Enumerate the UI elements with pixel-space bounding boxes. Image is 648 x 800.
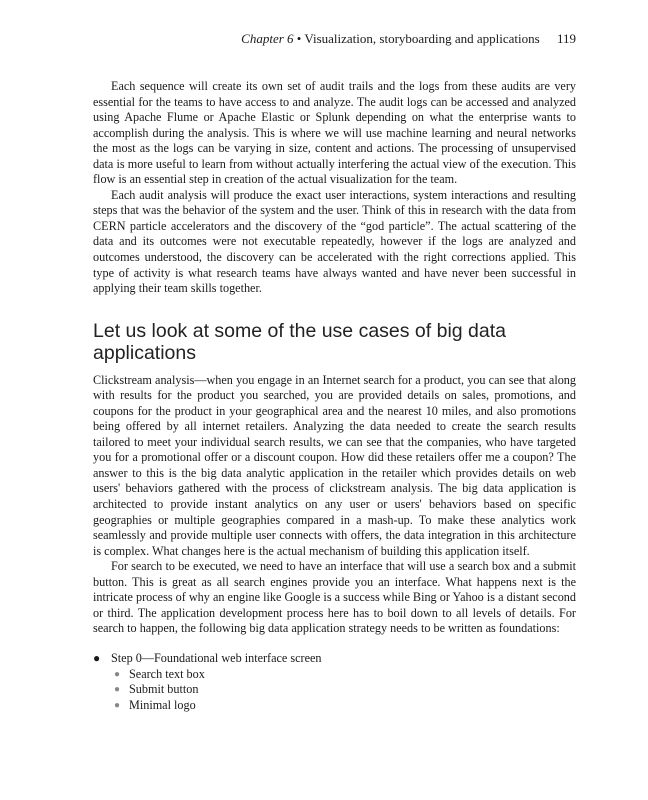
sub-item-label: Minimal logo — [129, 697, 196, 712]
sub-bullet-icon: ● — [114, 699, 121, 711]
sub-bullet-icon: ● — [114, 684, 121, 696]
bullet-icon: ● — [93, 650, 101, 665]
paragraph: Each audit analysis will produce the exact user interactions, system interactions and resulting steps that was the behavior of the system and the user. Think of this in research with the data from CERN particle accelerators and the discovery of the “god particle”. The actual scattering of the data and its outcomes were not executable repeatedly, however if the logs are analyzed and outcomes understood, the discovery can be accelerated with the right corrections applied. This type of activity is what research teams have always wanted and have never been successful in applying their team skills together. — [93, 187, 576, 296]
bullet-label: Step 0—Foundational web interface screen — [111, 650, 322, 665]
sub-item-label: Search text box — [129, 666, 205, 681]
sub-item — [111, 682, 576, 698]
section-heading: Let us look at some of the use cases of big data applications — [93, 319, 507, 364]
chapter-title: Visualization, storyboarding and applications — [304, 31, 540, 46]
sub-item — [111, 667, 576, 683]
sub-list — [111, 667, 576, 714]
body-text — [93, 79, 576, 713]
paragraph: Clickstream analysis—when you engage in an Internet search for a product, you can see that along with results for the product you searched, you are provided details on sales, promotions, and coupons for the product in your geographical area and the nearest 10 miles, and also promotions being offered by all internet retailers. Analyzing the data needed to create the search results tailored to meet your individual search results, we can see that the companies, who have targeted you for a promotional offer or a discount coupon. How did these retailers offer me a coupon? The answer to this is the big data analytic application in the retailer which provides details on web users' behaviors gathered with the process of clickstream analysis. The big data application is architected to provide instant analytics on any user or users' behaviors based on specific geographies or multiple geographies compared in a mash-up. To make these analytics work seamlessly and provide multiple user connects with offers, the data integration in this architecture is complex. What changes here is the actual mechanism of building this application itself. — [93, 372, 576, 558]
paragraph: Each sequence will create its own set of audit trails and the logs from these audits are very essential for the teams to have access to and analyze. The audit logs can be accessed and analyzed using Apache Flume or Apache Elastic or Splunk depending on what the enterprise wants to accomplish during the analysis. This is where we will use machine learning and neural networks the most as the logs can be varying in size, content and actions. The processing of unsupervised data is more useful to learn from without actually interfering the actual view of the execution. This flow is an essential step in creation of the actual visualization for the team. — [93, 79, 576, 187]
sub-item-label: Submit button — [129, 682, 199, 697]
bullet-list — [93, 651, 576, 713]
chapter-label: Chapter 6 — [241, 31, 294, 46]
page-number: 119 — [556, 31, 576, 46]
bullet-item — [93, 651, 576, 713]
paragraph: For search to be executed, we need to have an interface that will use a search box and a submit button. This is great as all search engines provide you an interface. What happens next is the intricate process of why an engine like Google is a success while Bing or Yahoo is a distant second or third. The application development process here has to boil down to all levels of details. For search to happen, the following big data application strategy needs to be written as foundations: — [93, 559, 576, 636]
sub-bullet-icon: ● — [114, 668, 121, 680]
sub-item — [111, 698, 576, 714]
running-head — [241, 31, 576, 47]
header-separator: • — [296, 31, 302, 46]
